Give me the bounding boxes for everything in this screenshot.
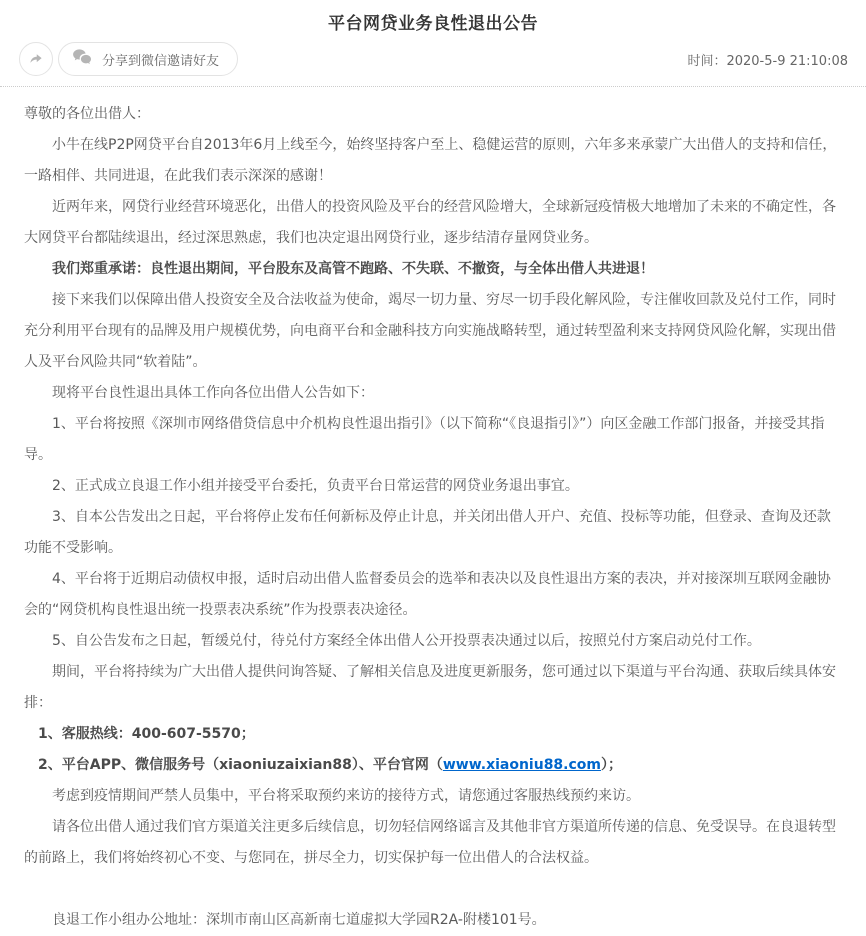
contact-channels-suffix: ）；	[601, 757, 622, 773]
item-3-stop-new-business: 3、自本公告发出之日起，平台将停止发布任何新标及停止计息，并关闭出借人开户、充值、投标等功能，但登录、查询及还款功能不受影响。	[24, 509, 831, 556]
share-button[interactable]	[19, 42, 53, 76]
page-title: 平台网贷业务良性退出公告	[328, 14, 538, 34]
office-address: 良退工作小组办公地址：深圳市南山区高新南七道虚拟大学园R2A-附楼101号。	[52, 912, 546, 928]
wechat-share-label: 分享到微信邀请好友	[102, 53, 220, 69]
transition-plan: 接下来我们以保障出借人投资安全及合法收益为使命，竭尽一切力量、穷尽一切手段化解风险，专注催收回款及兑付工作，同时充分利用平台现有的品牌及用户规模优势，向电商平台和金融科技方向实施战略转型，通过转型盈利来支持网贷风险化解，实现出借人及平台风险共同“软着陆”。	[24, 292, 836, 370]
official-site-link[interactable]: www.xiaoniu88.com	[442, 757, 601, 773]
announcement-body	[0, 87, 866, 936]
item-5-payment-pause: 5、自公告发布之日起，暂缓兑付，待兑付方案经全体出借人公开投票表决通过以后，按照兑付方案启动兑付工作。	[52, 633, 761, 649]
wechat-share-button[interactable]	[58, 42, 238, 76]
service-channels-intro: 期间，平台将持续为广大出借人提供问询答疑、了解相关信息及进度更新服务，您可通过以下渠道与平台沟通、获取后续具体安排：	[24, 664, 836, 711]
salutation: 尊敬的各位出借人：	[24, 106, 150, 122]
timestamp-label: 时间：	[687, 53, 727, 69]
visit-appointment: 考虑到疫情期间严禁人员集中，平台将采取预约来访的接待方式，请您通过客服热线预约来访。	[52, 788, 640, 804]
solemn-promise: 我们郑重承诺：良性退出期间，平台股东及高管不跑路、不失联、不撤资，与全体出借人共进退！	[52, 261, 654, 277]
announcement-intro: 现将平台良性退出具体工作向各位出借人公告如下：	[52, 385, 374, 401]
contact-channels-prefix: 2、平台APP、微信服务号（xiaoniuzaixian88）、平台官网（	[38, 757, 443, 773]
official-info-warning: 请各位出借人通过我们官方渠道关注更多后续信息，切勿轻信网络谣言及其他非官方渠道所传递的信息、免受误导。在良退转型的前路上，我们将始终初心不变、与您同在，拼尽全力，切实保护每一位出借人的合法权益。	[24, 819, 836, 866]
item-1-filing: 1、平台将按照《深圳市网络借贷信息中介机构良性退出指引》（以下简称“《良退指引》”）向区金融工作部门报备，并接受其指导。	[24, 416, 825, 463]
intro-thanks: 小牛在线P2P网贷平台自2013年6月上线至今，始终坚持客户至上、稳健运营的原则，六年多来承蒙广大出借人的支持和信任，一路相伴、共同进退，在此我们表示深深的感谢！	[24, 137, 837, 184]
wechat-icon	[71, 48, 93, 70]
share-buttons-group	[19, 42, 238, 76]
contact-channels	[24, 750, 841, 781]
share-arrow-icon	[27, 49, 45, 70]
timestamp-value: 2020-5-9 21:10:08	[726, 53, 848, 69]
share-bar	[0, 34, 866, 81]
item-4-creditor-declaration: 4、平台将于近期启动债权申报，适时启动出借人监督委员会的选举和表决以及良性退出方案的表决，并对接深圳互联网金融协会的“网贷机构良性退出统一投票表决系统”作为投票表决途径。	[24, 571, 831, 618]
contact-hotline: 1、客服热线：400-607-5570；	[38, 726, 255, 742]
industry-background: 近两年来，网贷行业经营环境恶化，出借人的投资风险及平台的经营风险增大，全球新冠疫情极大地增加了未来的不确定性，各大网贷平台都陆续退出，经过深思熟虑，我们也决定退出网贷行业，逐步结清存量网贷业务。	[24, 199, 836, 246]
timestamp	[687, 50, 854, 69]
item-2-work-group: 2、正式成立良退工作小组并接受平台委托，负责平台日常运营的网贷业务退出事宜。	[52, 478, 579, 494]
